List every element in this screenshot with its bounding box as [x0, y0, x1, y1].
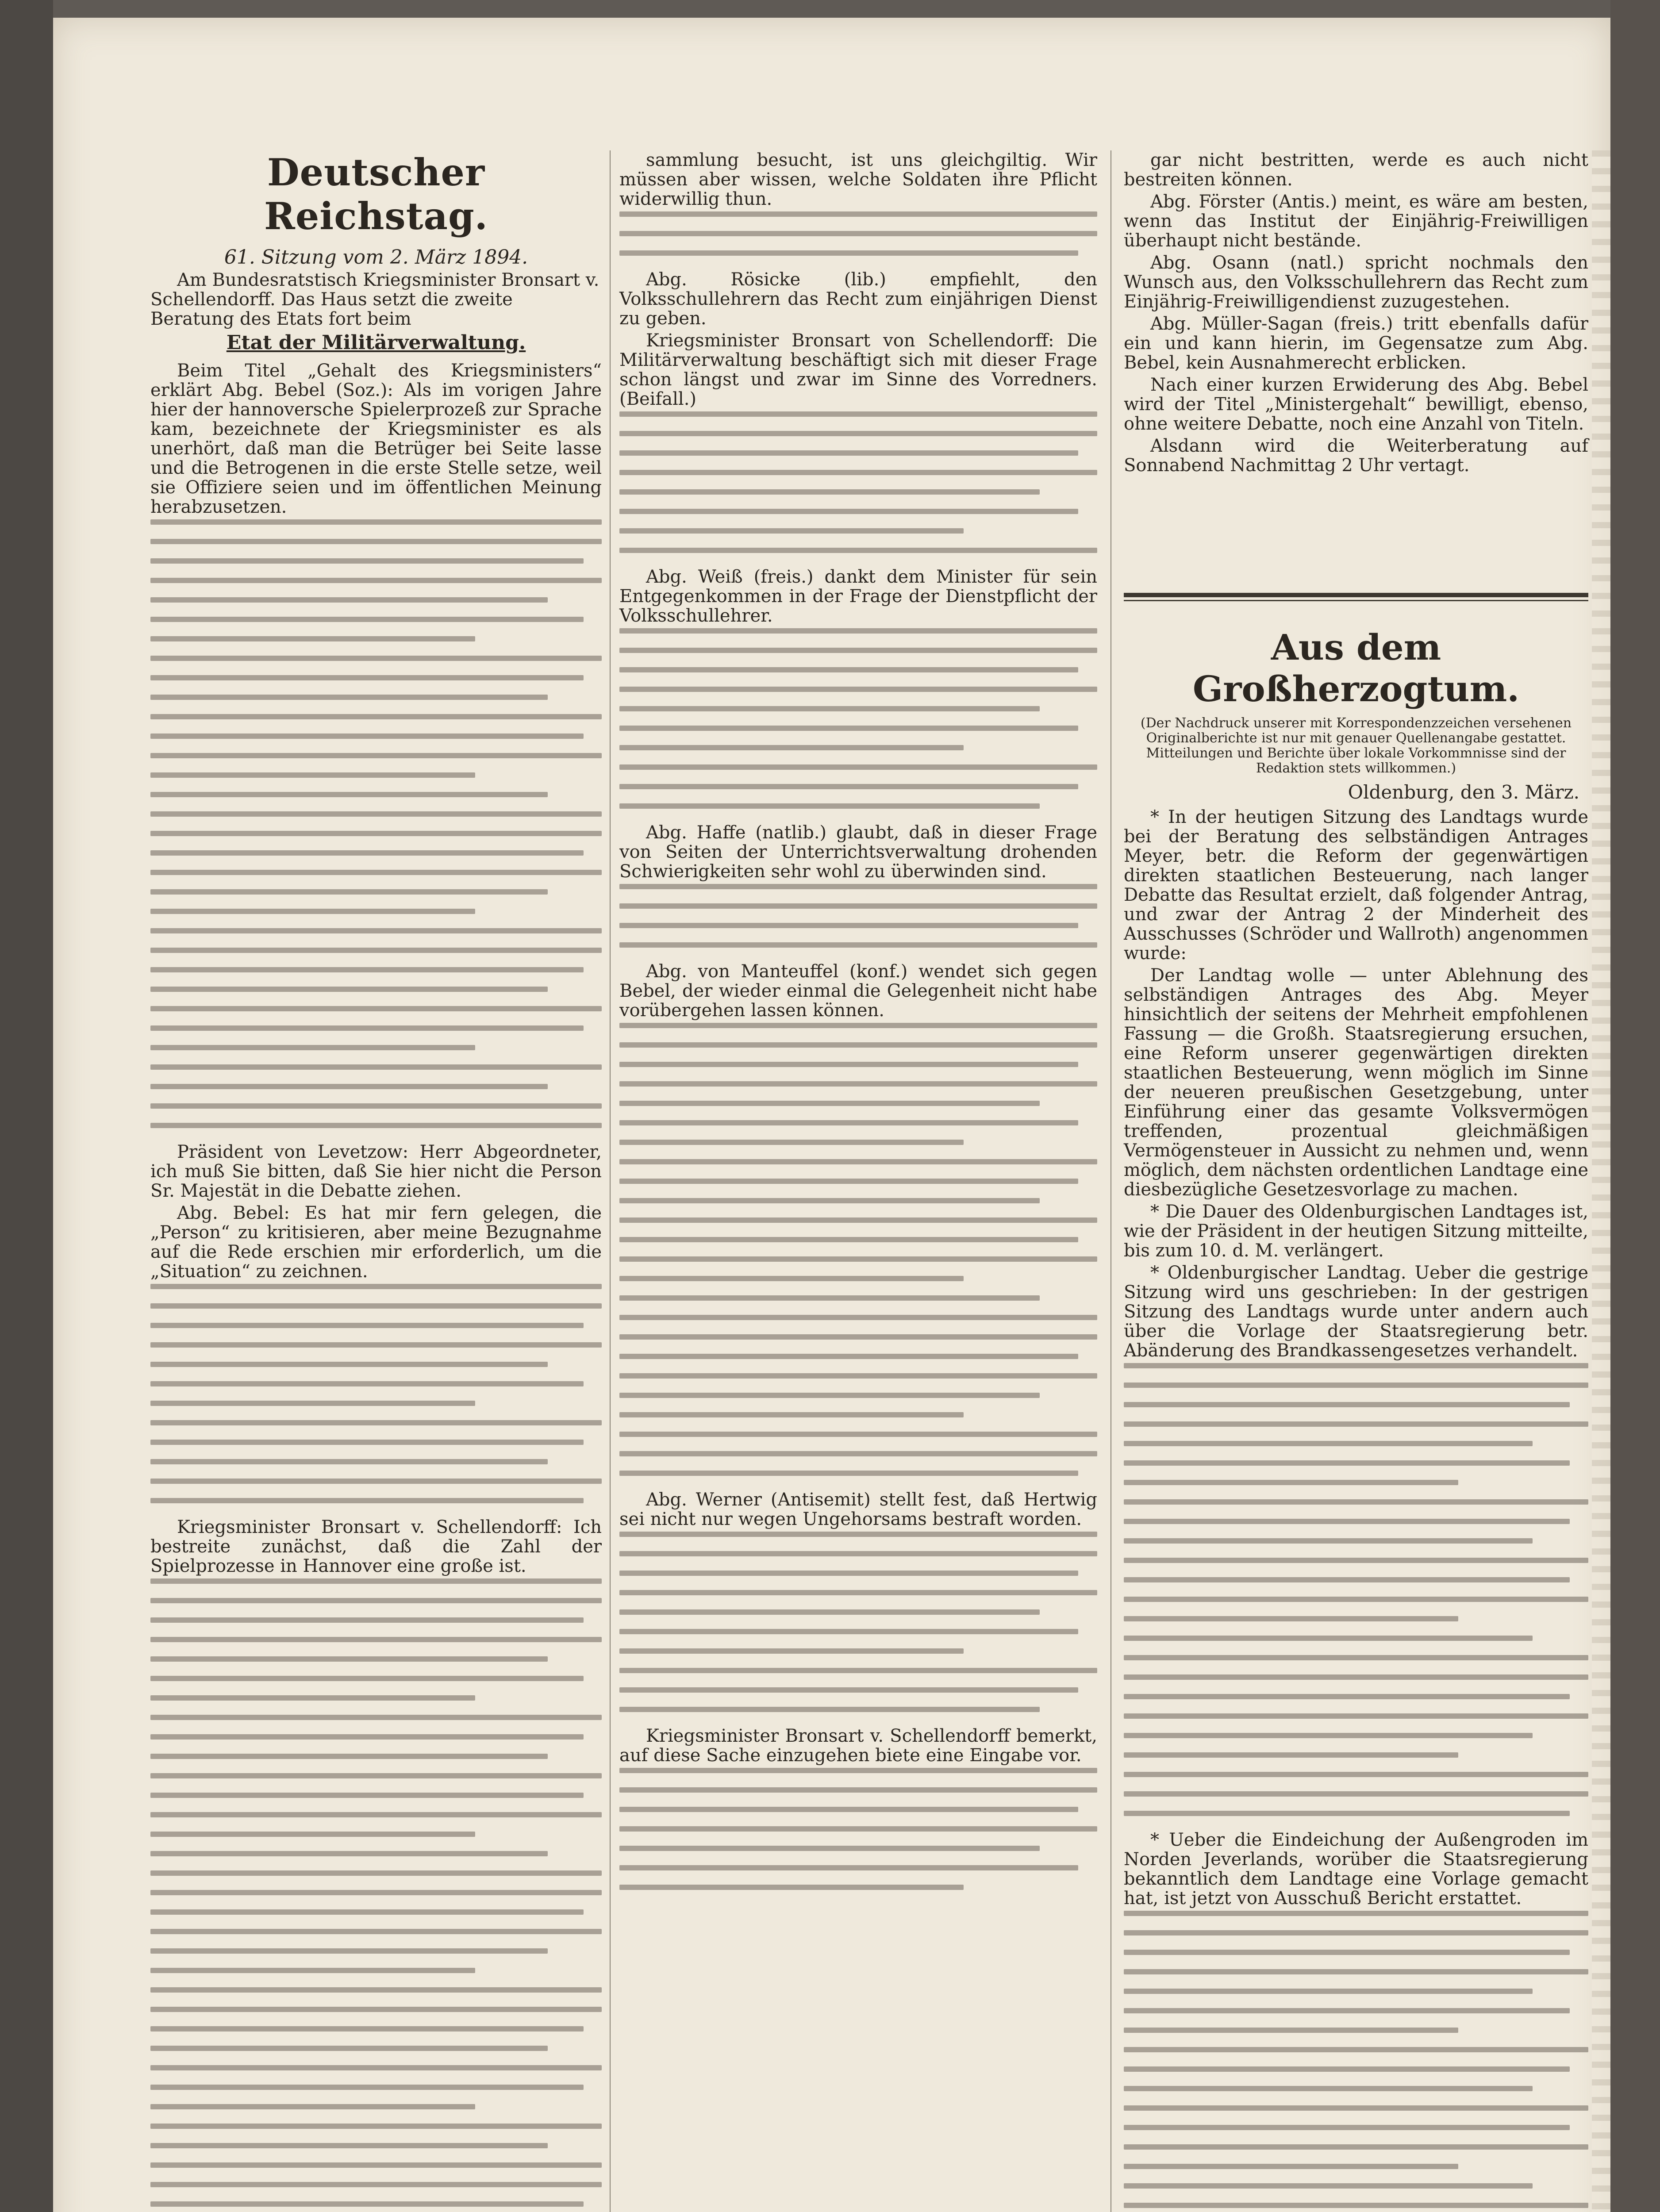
text-body: [619, 411, 1097, 553]
paragraph: Alsdann wird die Weiterberatung auf Sonnabend Nachmittag 2 Uhr vertagt.: [1124, 436, 1588, 476]
article-title-reichstag: Deutscher Reichstag.: [264, 150, 488, 238]
paragraph: Abg. Bebel: Es hat mir fern gelegen, die „Person“ zu kritisieren, aber meine Bezugnahme auf die Rede erschien mir erforderlich, um die „Situation“ zu zeichnen.: [150, 1203, 602, 1282]
paragraph: Präsident von Levetzow: Herr Abgeordneter, ich muß Sie bitten, daß Sie hier nicht die Person Sr. Majestät in die Debatte ziehen.: [150, 1142, 602, 1201]
text-body: [1124, 1363, 1588, 1816]
paragraph: gar nicht bestritten, werde es auch nicht bestreiten können.: [1124, 150, 1588, 190]
text-body: [1124, 1911, 1588, 2212]
text-body: [619, 884, 1097, 948]
paragraph: Abg. Förster (Antis.) meint, es wäre am besten, wenn das Institut der Einjährig-Freiwilligen überhaupt nicht bestände.: [1124, 192, 1588, 251]
article-title-grossherzogtum: Aus dem Großherzogtum.: [1192, 626, 1520, 710]
section-heading: Etat der Militärverwaltung.: [226, 331, 526, 354]
scan-right-margin: [1610, 0, 1660, 2212]
column-rule-1: [610, 150, 611, 2212]
paragraph: Abg. Müller-Sagan (freis.) tritt ebenfalls dafür ein und kann hierin, im Gegensatze zum Abg. Bebel, kein Ausnahmerecht erblicken.: [1124, 314, 1588, 373]
dateline: Oldenburg, den 3. März.: [1348, 781, 1579, 803]
paragraph: Abg. Rösicke (lib.) empfiehlt, den Volksschullehrern das Recht zum einjährigen Dienst zu geben.: [619, 269, 1097, 329]
paragraph: Kriegsminister Bronsart v. Schellendorff: Ich bestreite zunächst, daß die Zahl der Spielprozesse in Hannover eine große ist.: [150, 1517, 602, 1576]
paragraph: * In der heutigen Sitzung des Landtags wurde bei der Beratung des selbständigen Antrages Meyer, betr. die Reform der gegenwärtigen direkten staatlichen Besteuerung, nach langer Debatte das Resultat erzielt, daß folgender Antrag, und zwar der Antrag 2 der Minderheit des Ausschusses (Schröder und Wallroth) angenommen wurde:: [1124, 807, 1588, 964]
text-body: [619, 211, 1097, 256]
session-line: 61. Sitzung vom 2. März 1894.: [224, 246, 528, 269]
text-body: [619, 1532, 1097, 1712]
section-divider-thin: [1124, 600, 1588, 601]
section-divider: [1124, 593, 1588, 597]
paragraph: Abg. von Manteuffel (konf.) wendet sich gegen Bebel, der wieder einmal die Gelegenheit nicht habe vorübergehen lassen können.: [619, 961, 1097, 1021]
paragraph: Beim Titel „Gehalt des Kriegsministers“ erklärt Abg. Bebel (Soz.): Als im vorigen Jahre hier der hannoversche Spielerprozeß zur Sprache kam, bezeichnete der Kriegsminister es als unerhört, daß man die Betrüger bei Seite lasse und die Betrogenen in die erste Stelle setze, weil sie Offiziere seien und im öffentlichen Meinung herabzusetzen.: [150, 361, 602, 517]
column-1: [150, 150, 602, 2212]
reprint-note: (Der Nachdruck unserer mit Korrespondenzzeichen versehenen Originalberichte ist nur mit genauer Quellenangabe gestattet. Mitteilungen und Berichte über lokale Vorkommnisse sind der Redaktion stets willkommen.): [1140, 715, 1572, 776]
paragraph: Abg. Werner (Antisemit) stellt fest, daß Hertwig sei nicht nur wegen Ungehorsams bestraft worden.: [619, 1490, 1097, 1529]
paragraph: * Ueber die Eindeichung der Außengroden im Norden Jeverlands, worüber die Staatsregierung bekanntlich dem Landtage eine Vorlage gemacht hat, ist jetzt von Ausschuß Bericht erstattet.: [1124, 1830, 1588, 1909]
scan-left-margin: [0, 0, 53, 2212]
paragraph: Abg. Weiß (freis.) dankt dem Minister für sein Entgegenkommen in der Frage der Dienstpflicht der Volksschullehrer.: [619, 567, 1097, 626]
paragraph: Nach einer kurzen Erwiderung des Abg. Bebel wird der Titel „Ministergehalt“ bewilligt, ebenso, ohne weitere Debatte, noch eine Anzahl von Titeln.: [1124, 375, 1588, 434]
paragraph: Abg. Haffe (natlib.) glaubt, daß in dieser Frage von Seiten der Unterrichtsverwaltung drohenden Schwierigkeiten sehr wohl zu überwinden sind.: [619, 822, 1097, 882]
column-3-lower: [1124, 615, 1588, 2212]
paragraph: * Oldenburgischer Landtag. Ueber die gestrige Sitzung wird uns geschrieben: In der gestrigen Sitzung des Landtags wurde unter andern auch über die Vorlage der Staatsregierung betr. Abänderung des Brandkassengesetzes verhandelt.: [1124, 1263, 1588, 1361]
intro-text: Am Bundesratstisch Kriegsminister Bronsart v. Schellendorff. Das Haus setzt die zweite Beratung des Etats fort beim: [150, 270, 599, 329]
text-body: [150, 1578, 602, 2212]
text-body: [150, 519, 602, 1128]
paragraph: * Die Dauer des Oldenburgischen Landtages ist, wie der Präsident in der heutigen Sitzung mitteilte, bis zum 10. d. M. verlängert.: [1124, 1202, 1588, 1261]
text-body: [619, 628, 1097, 809]
paragraph: sammlung besucht, ist uns gleichgiltig. Wir müssen aber wissen, welche Soldaten ihre Pflicht widerwillig thun.: [619, 150, 1097, 209]
paragraph: Kriegsminister Bronsart v. Schellendorff bemerkt, auf diese Sache einzugehen biete eine Eingabe vor.: [619, 1726, 1097, 1766]
text-body: [150, 1284, 602, 1503]
paragraph: Der Landtag wolle — unter Ablehnung des selbständigen Antrages des Abg. Meyer hinsichtlich der seitens der Mehrheit empfohlenen Fassung — die Großh. Staatsregierung ersuchen, eine Reform unserer gegenwärtigen direkten staatlichen Besteuerung, wenn möglich im Sinne der neueren preußischen Gesetzgebung, unter Einführung einer das gesamte Volksvermögen treffenden, prozentual gleichmäßigen Vermögensteuer in Aussicht zu nehmen und, wenn möglich, dem nächsten ordentlichen Landtage eine diesbezügliche Gesetzesvorlage zu machen.: [1124, 965, 1588, 1200]
adjacent-page-edge: [1592, 150, 1610, 2212]
paragraph: Abg. Osann (natl.) spricht nochmals den Wunsch aus, den Volksschullehrern das Recht zum Einjährig-Freiwilligendienst zuzugestehen.: [1124, 253, 1588, 312]
column-2: [619, 150, 1097, 1904]
paragraph: Kriegsminister Bronsart von Schellendorff: Die Militärverwaltung beschäftigt sich mit dieser Frage schon längst und zwar im Sinne des Vorredners. (Beifall.): [619, 330, 1097, 409]
column-3: [1124, 150, 1588, 478]
text-body: [619, 1768, 1097, 1890]
text-body: [619, 1023, 1097, 1476]
